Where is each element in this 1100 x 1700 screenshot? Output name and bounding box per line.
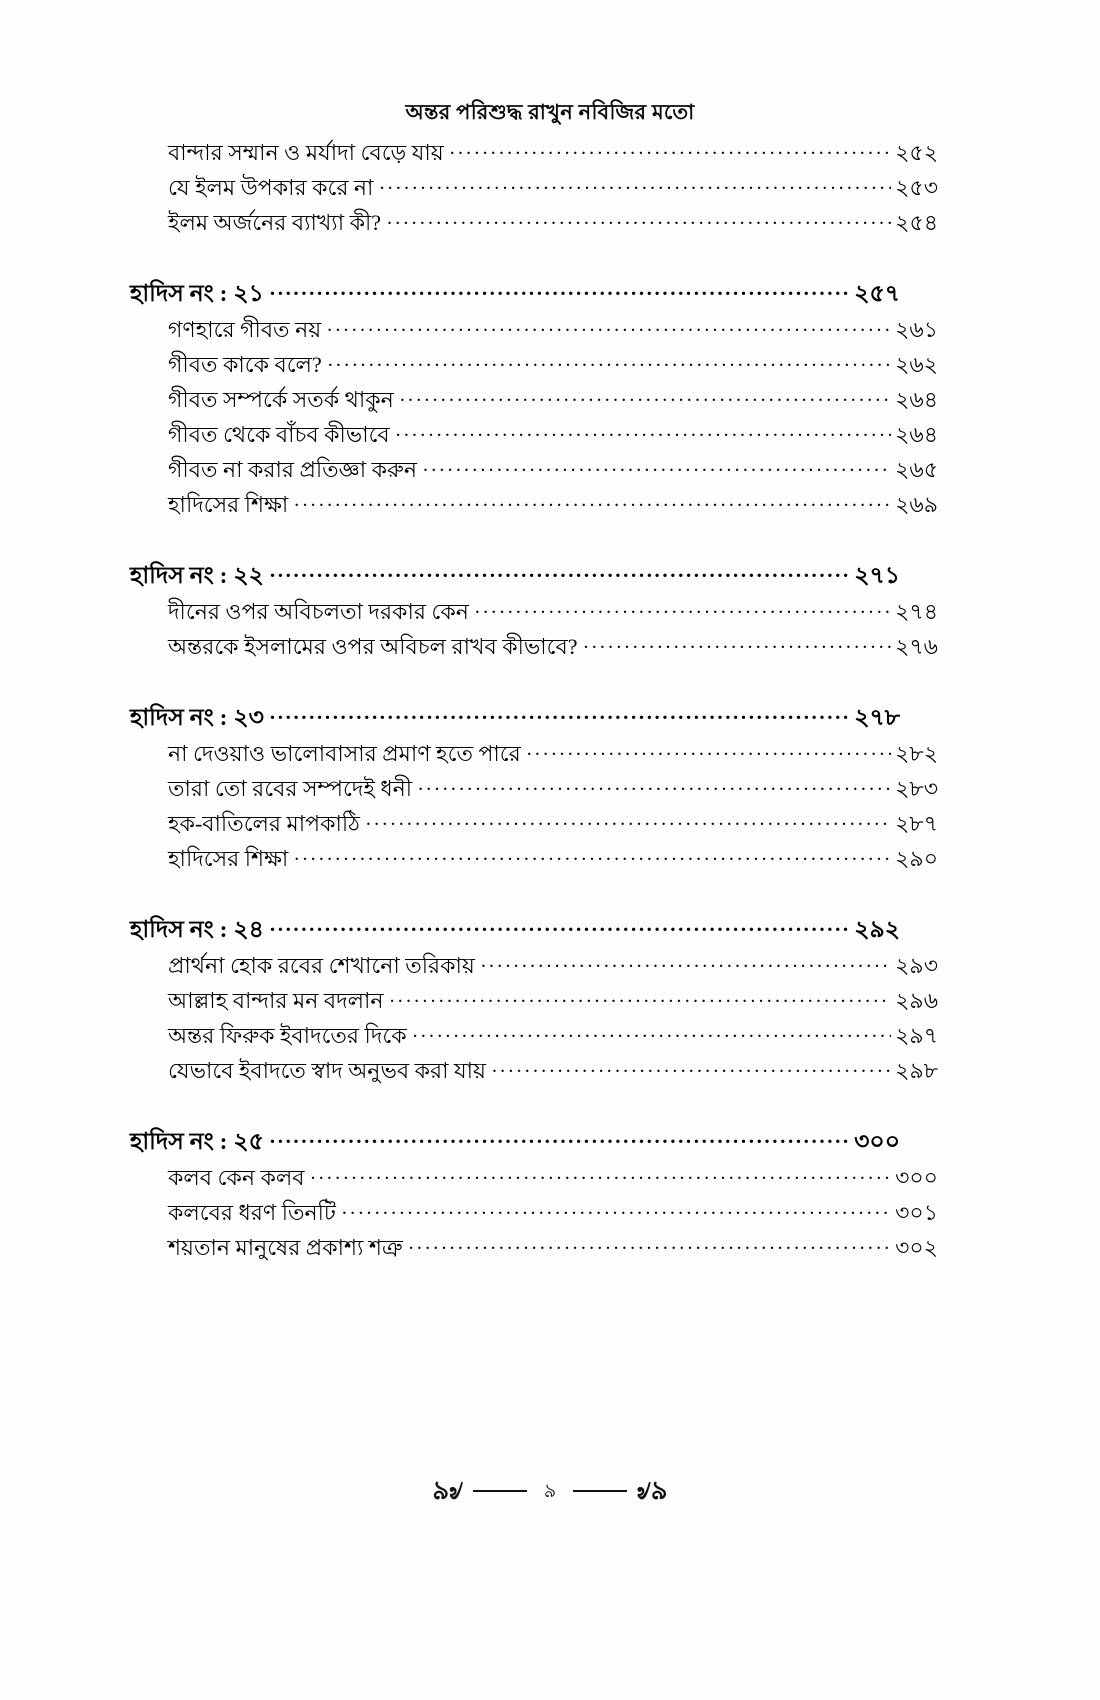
toc-entry-page-number: ৩০০	[895, 1165, 938, 1190]
toc-section-label: হাদিস নং : ২৩	[130, 704, 264, 731]
dot-leader	[475, 597, 891, 619]
toc-entry-page-number: ২৬৯	[895, 492, 938, 517]
toc-section-label: হাদিস নং : ২১	[130, 280, 264, 307]
toc-entry-label: ইলম অর্জনের ব্যাখ্যা কী?	[168, 210, 382, 235]
toc-entry[interactable]	[130, 490, 938, 516]
dot-leader	[418, 774, 891, 796]
dot-leader	[413, 1021, 891, 1043]
toc-entry-page-number: ২৯৩	[895, 953, 938, 978]
toc-section-heading[interactable]	[130, 277, 900, 306]
toc-entry-label: গীবত সম্পর্কে সতর্ক থাকুন	[168, 387, 394, 412]
toc-entry-page-number: ২৭৬	[895, 634, 938, 659]
toc-entry-page-number: ২৭৪	[895, 599, 938, 624]
toc-entry-label: হাদিসের শিক্ষা	[168, 492, 289, 517]
dot-leader	[492, 1056, 891, 1078]
toc-entry[interactable]	[130, 986, 938, 1012]
dot-leader	[400, 385, 891, 407]
toc-entry-label: হক-বাতিলের মাপকাঠি	[168, 811, 360, 836]
toc-entry-label: গীবত কাকে বলে?	[168, 352, 322, 377]
dot-leader	[311, 1163, 892, 1185]
toc-entry-page-number: ২৬১	[895, 317, 938, 342]
section-spacer	[130, 243, 900, 277]
toc-section-heading[interactable]	[130, 701, 900, 730]
toc-entry-page-number: ২৯৮	[895, 1058, 938, 1083]
toc-entry-label: তারা তো রবের সম্পদেই ধনী	[168, 776, 413, 801]
toc-entry-label: না দেওয়াও ভালোবাসার প্রমাণ হতে পারে	[168, 741, 521, 766]
toc-entry[interactable]	[130, 844, 938, 870]
toc-entry-page-number: ২৫৪	[895, 210, 938, 235]
toc-section-heading[interactable]	[130, 913, 900, 942]
dot-leader	[270, 277, 850, 301]
toc-entry[interactable]	[130, 350, 938, 376]
toc-entry-page-number: ২৫২	[895, 140, 938, 165]
table-of-contents	[130, 138, 938, 1268]
toc-entry[interactable]	[130, 138, 938, 164]
dot-leader	[270, 701, 850, 725]
toc-entry[interactable]	[130, 1056, 938, 1082]
toc-section-page-number: ২৭৮	[854, 704, 900, 731]
folio-rule-left	[473, 1490, 527, 1492]
dot-leader	[387, 208, 891, 230]
toc-entry-label: যেভাবে ইবাদতে স্বাদ অনুভব করা যায়	[168, 1058, 486, 1083]
toc-entry-label: অন্তরকে ইসলামের ওপর অবিচল রাখব কীভাবে?	[168, 634, 578, 659]
dot-leader	[396, 420, 891, 442]
toc-entry[interactable]	[130, 208, 938, 234]
toc-entry[interactable]	[130, 774, 938, 800]
section-spacer	[130, 525, 900, 559]
toc-entry-label: গীবত থেকে বাঁচব কীভাবে	[168, 422, 390, 447]
toc-entry[interactable]	[130, 385, 938, 411]
folio-number: ৯	[543, 1480, 557, 1502]
ornament-left-icon: ৯৶	[432, 1476, 463, 1505]
dot-leader	[450, 138, 891, 160]
ornament-right-icon: ৶৯	[637, 1476, 668, 1505]
toc-entry[interactable]	[130, 1163, 938, 1189]
toc-entry[interactable]	[130, 739, 938, 765]
toc-entry-page-number: ২৬২	[895, 352, 938, 377]
toc-entry-label: যে ইলম উপকার করে না	[168, 175, 374, 200]
toc-entry[interactable]	[130, 1233, 938, 1259]
dot-leader	[409, 1233, 891, 1255]
toc-entry-page-number: ২৯৬	[895, 988, 938, 1013]
toc-entry[interactable]	[130, 632, 938, 658]
dot-leader	[328, 350, 891, 372]
toc-entry-label: কলব কেন কলব	[168, 1165, 305, 1190]
toc-entry[interactable]	[130, 1198, 938, 1224]
running-head: অন্তর পরিশুদ্ধ রাখুন নবিজির মতো	[405, 100, 695, 124]
folio-rule-right	[573, 1490, 627, 1492]
dot-leader	[270, 1125, 850, 1149]
toc-section-heading[interactable]	[130, 559, 900, 588]
dot-leader	[390, 986, 892, 1008]
dot-leader	[327, 315, 891, 337]
toc-section-label: হাদিস নং : ২৫	[130, 1128, 264, 1155]
dot-leader	[294, 844, 891, 866]
dot-leader	[527, 739, 891, 761]
toc-entry[interactable]	[130, 173, 938, 199]
toc-entry-label: প্রার্থনা হোক রবের শেখানো তরিকায়	[168, 953, 475, 978]
toc-entry[interactable]	[130, 315, 938, 341]
toc-entry-label: গণহারে গীবত নয়	[168, 317, 322, 342]
dot-leader	[584, 632, 892, 654]
dot-leader	[481, 951, 891, 973]
section-spacer	[130, 667, 900, 701]
dot-leader	[379, 173, 891, 195]
dot-leader	[270, 913, 850, 937]
toc-entry-label: অন্তর ফিরুক ইবাদতের দিকে	[168, 1023, 407, 1048]
toc-entry-page-number: ৩০১	[895, 1200, 938, 1225]
toc-entry-page-number: ৩০২	[895, 1235, 938, 1260]
toc-entry-label: হাদিসের শিক্ষা	[168, 846, 289, 871]
section-spacer	[130, 1091, 900, 1125]
toc-entry-label: দীনের ওপর অবিচলতা দরকার কেন	[168, 599, 469, 624]
toc-section-page-number: ৩০০	[854, 1128, 900, 1155]
toc-entry-label: কলবের ধরণ তিনটি	[168, 1200, 336, 1225]
dot-leader	[423, 455, 891, 477]
toc-entry-page-number: ২৯০	[895, 846, 938, 871]
toc-section-page-number: ২৭১	[854, 562, 900, 589]
section-spacer	[130, 879, 900, 913]
toc-entry-label: আল্লাহ বান্দার মন বদলান	[168, 988, 384, 1013]
toc-entry[interactable]	[130, 420, 938, 446]
toc-entry[interactable]	[130, 455, 938, 481]
toc-section-label: হাদিস নং : ২২	[130, 562, 264, 589]
toc-entry-page-number: ২৮৭	[895, 811, 938, 836]
dot-leader	[294, 490, 891, 512]
toc-entry[interactable]	[130, 597, 938, 623]
dot-leader	[366, 809, 891, 831]
toc-section-page-number: ২৯২	[854, 916, 900, 943]
toc-entry-label: বান্দার সম্মান ও মর্যাদা বেড়ে যায়	[168, 140, 444, 165]
toc-entry-page-number: ২৮২	[895, 741, 938, 766]
dot-leader	[342, 1198, 891, 1220]
toc-entry-page-number: ২৫৩	[895, 175, 938, 200]
toc-entry-page-number: ২৯৭	[895, 1023, 938, 1048]
toc-entry-page-number: ২৬৫	[895, 457, 938, 482]
toc-entry-page-number: ২৮৩	[895, 776, 938, 801]
dot-leader	[270, 559, 850, 583]
toc-entry-label: গীবত না করার প্রতিজ্ঞা করুন	[168, 457, 418, 482]
toc-entry[interactable]	[130, 1021, 938, 1047]
toc-entry-page-number: ২৬৪	[895, 422, 938, 447]
toc-entry[interactable]	[130, 951, 938, 977]
toc-entry-label: শয়তান মানুষের প্রকাশ্য শত্রু	[168, 1235, 403, 1260]
toc-section-heading[interactable]	[130, 1125, 900, 1154]
toc-entry[interactable]	[130, 809, 938, 835]
toc-section-label: হাদিস নং : ২৪	[130, 916, 264, 943]
page-footer	[0, 1478, 1100, 1504]
toc-entry-page-number: ২৬৪	[895, 387, 938, 412]
toc-section-page-number: ২৫৭	[854, 280, 900, 307]
